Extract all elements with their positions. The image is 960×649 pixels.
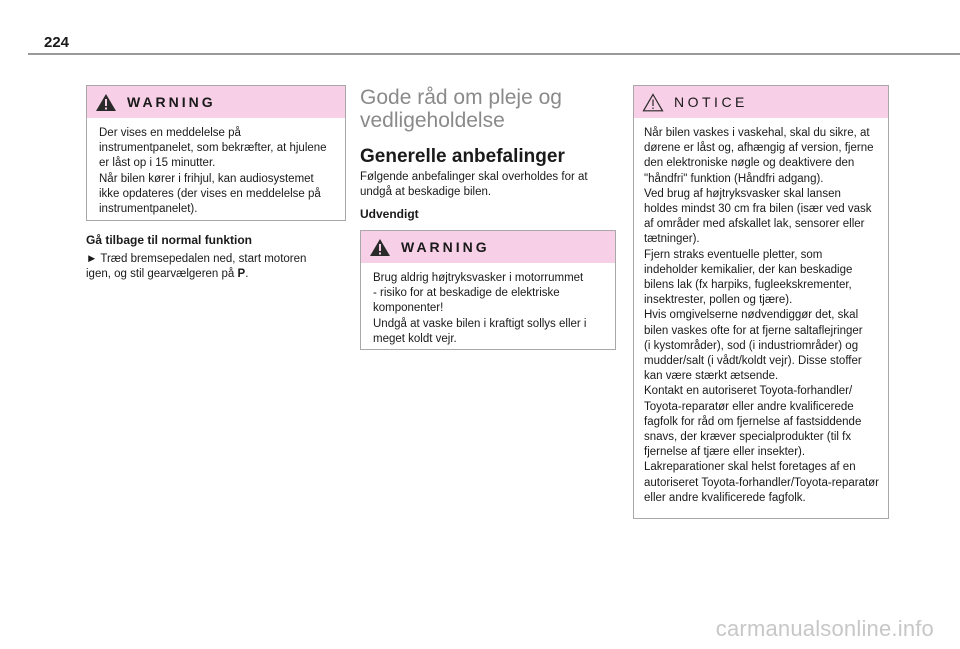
warning-title: WARNING [401, 239, 490, 255]
notice-box-car-wash [633, 85, 889, 519]
warning-triangle-icon [369, 238, 391, 257]
notice-box-header [634, 86, 888, 118]
notice-triangle-icon [642, 93, 664, 112]
warning-box-frozen-wheels [86, 85, 346, 221]
notice-title: NOTICE [674, 94, 748, 110]
header-divider [28, 53, 960, 55]
normal-function-text: ► Træd bremsepedalen ned, start motoren igen, og stil gearvælgeren på P. [86, 253, 307, 281]
warning-box-header [87, 86, 345, 118]
section-heading: Generelle anbefalinger [360, 146, 565, 167]
page-number: 224 [44, 34, 70, 51]
intro-text: Følgende anbefalinger skal overholdes for at undgå at beskadige bilen. [360, 171, 588, 199]
warning-box-washing [360, 230, 616, 350]
notice-text: Når bilen vaskes i vaskehal, skal du sikre, at dørene er låst og, afhængig af version, fjerne den elektroniske nøgle og deaktivere den "håndfri" funktion (Håndfri adgang). Ved brug af højtryksvasker skal lansen holdes mindst 30 cm fra bilen (især ved vask af områder med afskallet lak, sensorer eller tætninger). Fjern straks eventuelle pletter, som indeholder kemikalier, der kan beskadige bilens lak (fx harpiks, fugleekskrementer, insektrester, pollen og tjære). Hvis omgivelserne nødvendiggør det, skal bilen vaskes ofte for at fjerne saltaflejringer (i kystområder), sod (i industriområder) og mudder/salt (i vådt/koldt vejr). Disse stoffer kan være stærkt ætsende. Kontakt en autoriseret Toyota-forhandler/ Toyota-reparatør eller andre kvalificerede fagfolk for råd om fjernelse af fastsiddende snavs, der kræver specialprodukter (til fx fjernelse af tjære eller insekter). Lakreparationer skal helst foretages af en autoriseret Toyota-forhandler/Toyota-reparatør eller andre kvalificerede fagfolk. [644, 127, 880, 504]
warning-box-header [361, 231, 615, 263]
normal-function-heading: Gå tilbage til normal funktion [86, 233, 253, 247]
watermark: carmanualsonline.info [715, 616, 934, 641]
warning-title: WARNING [127, 94, 216, 110]
page-title: Gode råd om pleje og vedligeholdelse [360, 86, 562, 132]
exterior-heading: Udvendigt [360, 207, 419, 221]
warning-text: Der vises en meddelelse på instrumentpanelet, som bekræfter, at hjulene er låst op i 15 minutter. Når bilen kører i frihjul, kan audiosystemet ikke opdateres (der vises en meddelelse på instrumentpanelet). [99, 127, 327, 216]
warning-triangle-icon [95, 93, 117, 112]
warning-text: Brug aldrig højtryksvasker i motorrummet - risiko for at beskadige de elektriske komponenter! Undgå at vaske bilen i kraftigt sollys eller i meget koldt vejr. [373, 272, 587, 345]
